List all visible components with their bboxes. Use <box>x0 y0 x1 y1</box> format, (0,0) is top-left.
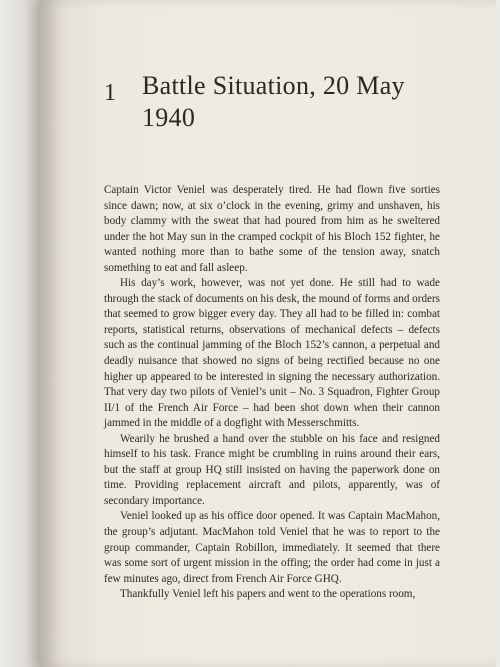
paragraph: Wearily he brushed a hand over the stubble on his face and resigned himself to his task. France might be crumbling in ruins around their ears, but the staff at group HQ still insisted on having the paperwork done on time. Providing replacement aircraft and pilots, apparently, was of secondary importance. <box>104 432 440 507</box>
chapter-title: Battle Situation, 20 May 1940 <box>142 71 405 132</box>
paragraph: His day’s work, however, was not yet done. He still had to wade through the stack of documents on his desk, the mound of forms and orders that seemed to grow bigger every day. They all had to be filled in: combat reports, statistical returns, observations of mechanical defects – defects such as the continual jamming of the Bloch 152’s cannon, a perpetual and deadly nuisance that showed no signs of being rectified because no one higher up appeared to be interested in signing the necessary authorization. That very day two pilots of Veniel’s unit – No. 3 Squadron, Fighter Group II/1 of the French Air Force – had been shot down when their cannon jammed in the middle of a dogfight with Messerschmitts. <box>104 277 441 430</box>
chapter-body <box>104 183 440 603</box>
paragraph: Thankfully Veniel left his papers and went to the operations room, <box>120 588 416 601</box>
paragraph: Captain Victor Veniel was desperately tired. He had flown five sorties since dawn; now, at six o’clock in the evening, grimy and unshaven, his body clammy with the sweat that had poured from him as he sweltered under the hot May sun in the cramped cockpit of his Bloch 152 fighter, he wanted nothing more than to bathe some of the tension away, snatch something to eat and fall asleep. <box>104 184 440 274</box>
chapter-number: 1 <box>104 80 116 106</box>
paragraph: Veniel looked up as his office door opened. It was Captain MacMahon, the group’s adjutant. MacMahon told Veniel that he was to report to the group commander, Captain Robillon, immediately. It seemed that there was some sort of urgent mission in the offing; the order had come in just a few minutes ago, direct from French Air Force GHQ. <box>104 510 440 585</box>
facing-page-edge <box>0 0 40 667</box>
